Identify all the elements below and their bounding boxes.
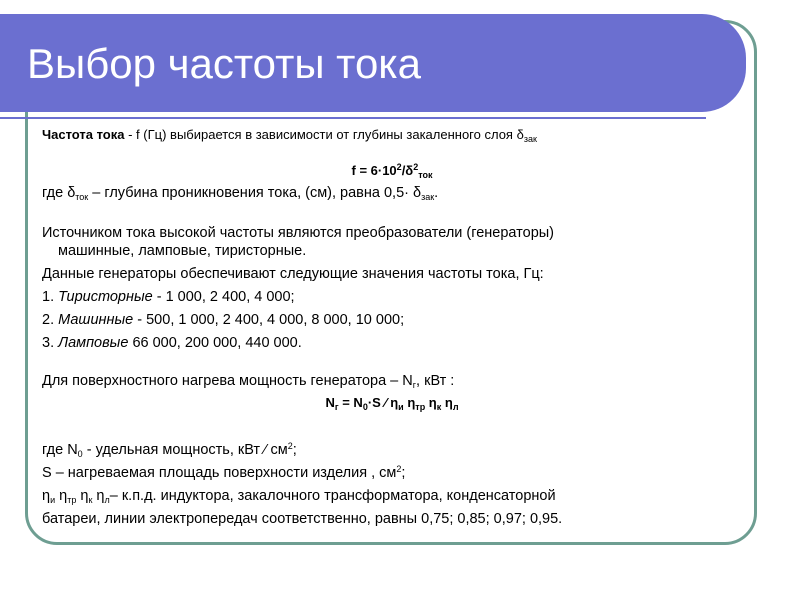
formula-power: $N_г = N_0\cdot S$ ⁄ $\eta_и$ $\eta_{тр}$ $\eta_к$ $\eta_л$ — [325, 395, 459, 412]
list-item-machine: 2. Машинные - 500, 1 000, 2 400, 4 000, 8 000, 10 000; — [42, 312, 405, 328]
slide-content — [42, 126, 742, 528]
paragraph-surface-area: S – нагреваемая площадь поверхности изделия , $см^2$; — [42, 464, 406, 481]
paragraph-frequency-definition: Частота тока - f (Гц) выбирается в зависимости от глубины закаленного слоя $\delta_{зак}$ — [42, 127, 537, 144]
formula-frequency: $f = 6\cdot 10^2/\delta^2_{ток}$ — [351, 162, 433, 180]
list-item-tube: 3. Ламповые 66 000, 200 000, 440 000. — [42, 335, 302, 351]
paragraph-sources-line2: машинные, ламповые, тиристорные. — [58, 243, 307, 259]
list-item-thyristor: 1. Тиристорные - 1 000, 2 400, 4 000; — [42, 289, 295, 305]
paragraph-sources-line1: Источником тока высокой частоты являются преобразователи (генераторы) — [42, 225, 555, 241]
slide-title: Выбор частоты тока — [27, 40, 421, 87]
paragraph-power: Для поверхностного нагрева мощность генератора – $N_г$, кВт : — [42, 373, 455, 390]
paragraph-penetration-depth: где $\delta_{ток}$ – глубина проникновения тока, (см), равна $0,5\cdot \delta_{зак}$. — [42, 185, 439, 202]
paragraph-efficiency: $\eta_и$ $\eta_{тр}$ $\eta_к$ $\eta_л-$ к.п.д. индуктора, закалочного трансформатора, конденсаторной — [42, 488, 556, 505]
title-underline — [0, 117, 706, 119]
paragraph-generator-values: Данные генераторы обеспечивают следующие значения частоты тока, Гц: — [42, 266, 544, 282]
paragraph-efficiency-values: батареи, линии электропередач соответственно, равны 0,75; 0,85; 0,97; 0,95. — [42, 511, 563, 527]
paragraph-specific-power: где $N_0$ - удельная мощность, кВт ⁄ $см^2$; — [42, 441, 297, 459]
